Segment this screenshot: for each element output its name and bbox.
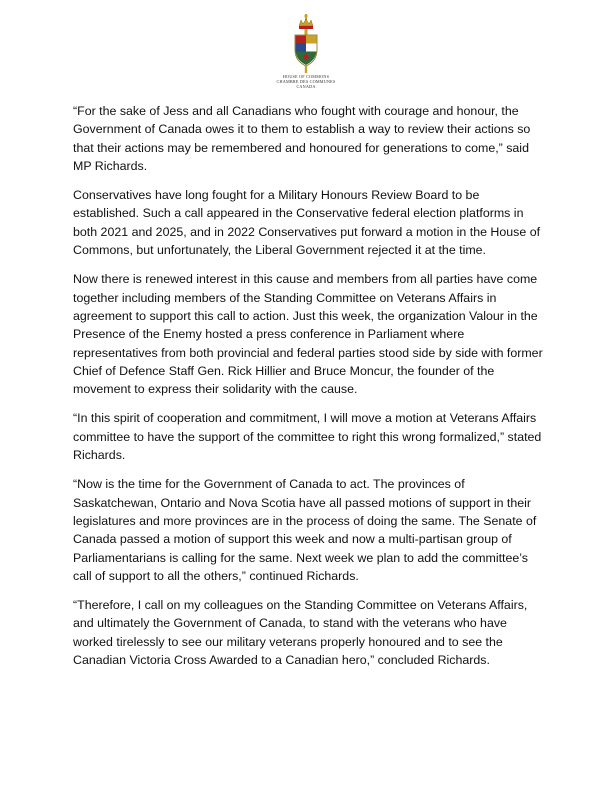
paragraph-review-board-history: Conservatives have long fought for a Military Honours Review Board to be established. Such a call appeared in the Conservative federal election platforms in both 2021 and 2025, and in 2022 Conservatives put forward a motion in the House of Commons, but unfortunately, the Liberal Government rejected it at the time. (73, 188, 541, 258)
org-name-french: CHAMBRE DES COMMUNES (276, 79, 336, 84)
paragraph-renewed-interest: Now there is renewed interest in this cause and members from all parties have come together including members of the Standing Committee on Veterans Affairs in agreement to support this call to action. Just this week, the organization Valour in the Presence of the Enemy hosted a press conference in Parliament where representatives from both provincial and federal parties stood side by side with former Chief of Defence Staff Gen. Rick Hillier and Bruce Moncur, the founder of the movement to express their solidarity with the cause. (73, 272, 543, 397)
press-release-body (73, 102, 543, 680)
paragraph-motion-statement: “In this spirit of cooperation and commitment, I will move a motion at Veterans Affairs committee to have the support of the committee to right this wrong formalized,” stated Richards. (73, 411, 542, 463)
paragraph-quote-opening: “For the sake of Jess and all Canadians who fought with courage and honour, the Government of Canada owes it to them to establish a way to review their actions so that their actions may be remembered and honoured for generations to come,” said MP Richards. (73, 104, 531, 173)
letterhead (0, 14, 612, 89)
org-name-english: HOUSE OF COMMONS (282, 74, 330, 79)
house-of-commons-crest-icon (286, 14, 326, 74)
paragraph-provinces-support: “Now is the time for the Government of Canada to act. The provinces of Saskatchewan, Ontario and Nova Scotia have all passed motions of support in their legislatures and more provinces are in the process of doing the same. The Senate of Canada passed a motion of support this week and now a multi-partisan group of Parliamentarians is calling for the same. Next week we plan to add the committee’s call of support to all the others,” continued Richards. (73, 477, 537, 583)
paragraph-closing-call: “Therefore, I call on my colleagues on the Standing Committee on Veterans Affairs, and ultimately the Government of Canada, to stand with the veterans who have worked tirelessly to see our military veterans properly honoured and to see the Canadian Victoria Cross Awarded to a Canadian hero,” concluded Richards. (73, 598, 528, 668)
org-country: CANADA (296, 84, 316, 89)
